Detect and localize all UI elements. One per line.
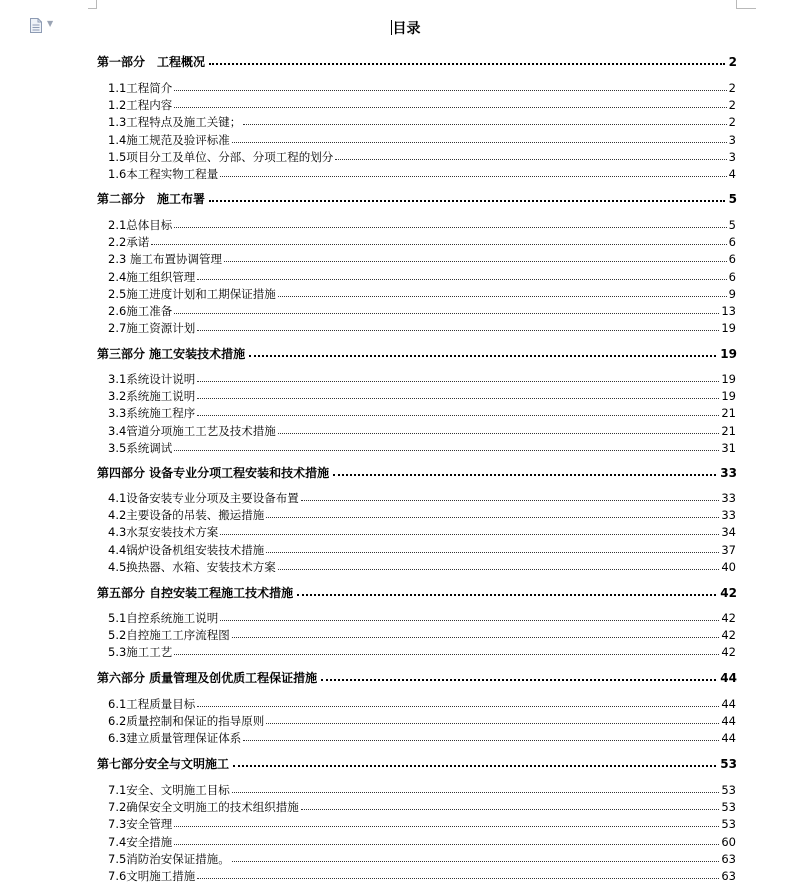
dot-leader: [197, 278, 726, 280]
toc-entry-label: 2.4施工组织管理: [108, 269, 196, 284]
toc-entry[interactable]: [108, 423, 736, 439]
toc-page-number: 21: [721, 406, 736, 421]
toc-entry-label: 7.2确保安全文明施工的技术组织措施: [108, 800, 299, 815]
toc-page-number: 63: [721, 851, 736, 866]
toc-page-number: 33: [721, 508, 736, 523]
toc-entry[interactable]: [108, 490, 736, 506]
dot-leader: [224, 260, 727, 262]
dot-leader: [278, 432, 720, 434]
dot-leader: [197, 397, 719, 399]
toc-entry-label: 2.2承诺: [108, 235, 150, 250]
toc-page-number: 19: [720, 347, 737, 361]
dot-leader: [174, 89, 726, 91]
toc-page-number: 44: [721, 714, 736, 729]
toc-entry[interactable]: [108, 371, 736, 387]
toc-entry[interactable]: [108, 559, 736, 575]
dot-leader: [197, 414, 719, 416]
toc-entry[interactable]: [108, 627, 736, 643]
toc-entry-label: 1.1工程简介: [108, 81, 173, 95]
dot-leader: [174, 312, 719, 314]
dot-leader: [174, 825, 719, 827]
toc-page-number: 6: [728, 235, 736, 250]
toc-entry[interactable]: [108, 644, 736, 660]
toc-page-number: 60: [721, 834, 736, 849]
toc-entry[interactable]: [108, 166, 736, 182]
toc-page-number: 42: [721, 628, 736, 643]
text-cursor: [391, 20, 392, 35]
toc-entry[interactable]: [108, 269, 736, 285]
toc-entry[interactable]: [108, 217, 736, 233]
toc-entry[interactable]: [108, 440, 736, 456]
toc-entry[interactable]: [108, 851, 736, 867]
toc-page-number: 2: [728, 81, 736, 95]
dot-leader: [266, 722, 719, 724]
dot-leader: [243, 123, 726, 125]
dot-leader: [174, 653, 719, 655]
toc-entry[interactable]: [108, 286, 736, 302]
toc-section-heading[interactable]: [97, 345, 737, 362]
toc-entry-label: 1.5项目分工及单位、分部、分项工程的划分: [108, 149, 334, 164]
toc-section-heading[interactable]: [97, 584, 737, 601]
toc-section-heading[interactable]: [97, 464, 737, 481]
toc-page-number: 33: [721, 491, 736, 505]
toc-page-number: 19: [721, 321, 736, 336]
toc-page-number: 42: [721, 611, 736, 625]
toc-entry-label: 7.5消防治安保证措施。: [108, 851, 230, 866]
toc-page-number: 44: [721, 697, 736, 711]
dot-leader: [301, 499, 720, 501]
dot-leader: [333, 473, 716, 476]
toc-heading-label: 第一部分 工程概况: [97, 55, 206, 69]
toc-entry-label: 5.2自控施工工序流程图: [108, 628, 230, 643]
toc-entry[interactable]: [108, 782, 736, 798]
toc-page-number: 9: [728, 286, 736, 301]
dot-leader: [301, 808, 720, 810]
toc-entry-label: 2.1总体目标: [108, 218, 173, 232]
page-corner-mark: [96, 0, 97, 8]
toc-entry-label: 6.3建立质量管理保证体系: [108, 731, 242, 746]
dot-leader: [197, 705, 719, 707]
dot-leader: [278, 568, 720, 570]
toc-page-number: 3: [728, 132, 736, 147]
toc-entry-label: 6.2质量控制和保证的指导原则: [108, 714, 265, 729]
toc-section-heading[interactable]: [97, 190, 737, 207]
toc-entry-label: 3.2系统施工说明: [108, 389, 196, 404]
dot-leader: [266, 516, 719, 518]
chevron-down-icon[interactable]: ▼: [47, 19, 54, 28]
toc-heading-label: 第七部分安全与文明施工: [97, 757, 230, 771]
toc-page-number: 6: [728, 269, 736, 284]
dot-leader: [278, 295, 727, 297]
toc-page-number: 63: [721, 869, 736, 883]
dot-leader: [233, 764, 716, 767]
toc-entry-label: 2.5施工进度计划和工期保证措施: [108, 286, 276, 301]
toc-section-heading[interactable]: [97, 755, 737, 772]
toc-entry[interactable]: [108, 320, 736, 336]
toc-heading-label: 第二部分 施工布署: [97, 192, 206, 206]
dot-leader: [232, 860, 720, 862]
dot-leader: [297, 593, 716, 596]
toc-section-heading[interactable]: [97, 53, 737, 70]
toc-page-number: 6: [728, 252, 736, 267]
toc-page-number: 42: [721, 645, 736, 660]
toc-heading-label: 第三部分 施工安装技术措施: [97, 347, 246, 361]
toc-entry[interactable]: [108, 799, 736, 815]
toc-entry[interactable]: [108, 730, 736, 746]
toc-entry-label: 1.4施工规范及验评标准: [108, 132, 230, 147]
toc-entry-label: 7.4安全措施: [108, 834, 173, 849]
toc-entry-label: 3.4管道分项施工工艺及技术措施: [108, 423, 276, 438]
toc-entry[interactable]: [108, 816, 736, 832]
toc-page-number: 34: [721, 525, 736, 540]
dot-leader: [232, 791, 720, 793]
toc-page-number: 53: [720, 757, 737, 771]
toc-entry[interactable]: [108, 713, 736, 729]
dot-leader: [197, 329, 719, 331]
toc-entry-label: 4.3水泵安装技术方案: [108, 525, 219, 540]
dot-leader: [220, 619, 719, 621]
toc-entry-label: 3.1系统设计说明: [108, 372, 196, 386]
toc-entry-label: 5.3施工工艺: [108, 645, 173, 660]
dot-leader: [174, 449, 719, 451]
toc-entry-label: 4.2主要设备的吊装、搬运措施: [108, 508, 265, 523]
toc-entry-label: 6.1工程质量目标: [108, 697, 196, 711]
toc-entry-label: 1.6本工程实物工程量: [108, 167, 219, 181]
toc-entry[interactable]: [108, 388, 736, 404]
toc-page-number: 3: [728, 149, 736, 164]
toc-entry[interactable]: [108, 132, 736, 148]
toc-page-number: 31: [721, 440, 736, 455]
toc-page-number: 5: [728, 192, 737, 206]
toc-entry[interactable]: [108, 149, 736, 165]
toc-entry-label: 2.3 施工布置协调管理: [108, 252, 222, 267]
toc-entry-label: 5.1自控系统施工说明: [108, 611, 219, 625]
toc-entry-label: 4.1设备安装专业分项及主要设备布置: [108, 491, 299, 505]
toc-page-number: 40: [721, 559, 736, 574]
toc-entry[interactable]: [108, 405, 736, 421]
toc-entry[interactable]: [108, 251, 736, 267]
toc-entry[interactable]: [108, 542, 736, 558]
toc-entry[interactable]: [108, 97, 736, 113]
toc-entry-label: 7.1安全、文明施工目标: [108, 783, 230, 797]
toc-entry[interactable]: [108, 303, 736, 319]
toc-page-number: 19: [721, 389, 736, 404]
dot-leader: [243, 739, 719, 741]
toc-page-number: 2: [728, 98, 736, 113]
toc-entry-label: 1.2工程内容: [108, 98, 173, 113]
toc-entry-label: 7.6文明施工措施: [108, 869, 196, 883]
dot-leader: [151, 243, 726, 245]
dot-leader: [232, 141, 727, 143]
toc-page-number: 21: [721, 423, 736, 438]
dot-leader: [209, 199, 725, 202]
toc-entry-label: 3.3系统施工程序: [108, 406, 196, 421]
dot-leader: [174, 226, 726, 228]
toc-heading-label: 第六部分 质量管理及创优质工程保证措施: [97, 671, 318, 685]
toc-entry[interactable]: [108, 868, 736, 884]
toc-entry-label: 3.5系统调试: [108, 440, 173, 455]
toc-page-number: 2: [728, 115, 736, 130]
dot-leader: [335, 158, 726, 160]
toc-page-number: 44: [721, 731, 736, 746]
toc-entry-label: 1.3工程特点及施工关键；: [108, 115, 242, 130]
dot-leader: [220, 175, 726, 177]
toc-page-number: 53: [721, 783, 736, 797]
toc-entry[interactable]: [108, 114, 736, 130]
toc-entry[interactable]: [108, 234, 736, 250]
dot-leader: [197, 877, 719, 879]
toc-page-number: 13: [721, 304, 736, 318]
toc-entry[interactable]: [108, 696, 736, 712]
toc-page-number: 33: [720, 466, 737, 480]
toc-entry[interactable]: [108, 610, 736, 626]
dot-leader: [220, 533, 719, 535]
toc-heading-label: 第四部分 设备专业分项工程安装和技术措施: [97, 466, 330, 480]
toc-entry[interactable]: [108, 507, 736, 523]
toc-page-number: 2: [728, 55, 737, 69]
dot-leader: [209, 62, 725, 65]
toc-page-number: 5: [728, 218, 736, 232]
page-corner-mark: [736, 8, 756, 9]
dot-leader: [266, 551, 719, 553]
toc-entry-label: 7.3安全管理: [108, 817, 173, 832]
dot-leader: [249, 354, 716, 357]
toc-entry-label: 2.6施工准备: [108, 304, 173, 318]
dot-leader: [174, 106, 726, 108]
dot-leader: [174, 843, 719, 845]
toc-entry[interactable]: [108, 80, 736, 96]
toc-entry[interactable]: [108, 834, 736, 850]
toc-page-number: 44: [720, 671, 737, 685]
dot-leader: [321, 678, 716, 681]
toc-entry-label: 4.5换热器、水箱、安装技术方案: [108, 559, 276, 574]
page-corner-mark: [736, 0, 737, 8]
toc-entry[interactable]: [108, 524, 736, 540]
toc-entry-label: 2.7施工资源计划: [108, 321, 196, 336]
toc-page-number: 42: [720, 586, 737, 600]
toc-page-number: 53: [721, 800, 736, 815]
toc-page-number: 4: [728, 167, 736, 181]
toc-page-number: 53: [721, 817, 736, 832]
dot-leader: [197, 380, 719, 382]
toc-page-number: 19: [721, 372, 736, 386]
toc-heading-label: 第五部分 自控安装工程施工技术措施: [97, 586, 294, 600]
dot-leader: [232, 636, 720, 638]
toc-entry-label: 4.4锅炉设备机组安装技术措施: [108, 542, 265, 557]
page-corner-mark: [88, 8, 97, 9]
document-title: 目录: [392, 21, 421, 37]
toc-page-number: 37: [721, 542, 736, 557]
toc-section-heading[interactable]: [97, 669, 737, 686]
